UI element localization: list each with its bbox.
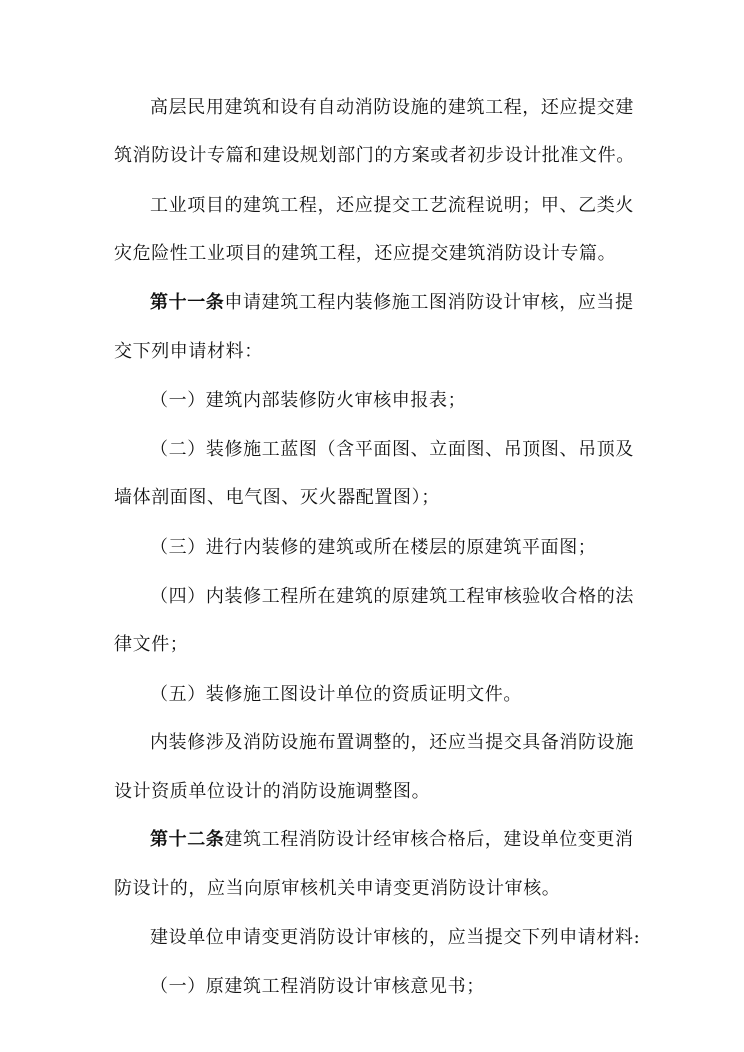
paragraph-line: 工业项目的建筑工程，还应提交工艺流程说明；甲、乙类火 [150, 195, 634, 216]
list-item: （四）内装修工程所在建筑的原建筑工程审核验收合格的法 [150, 586, 634, 607]
paragraph-line: 防设计的，应当向原审核机关申请变更消防设计审核。 [114, 878, 561, 899]
list-item: （一）建筑内部装修防火审核申报表； [150, 390, 467, 411]
paragraph-line: 高层民用建筑和设有自动消防设施的建筑工程，还应提交建 [150, 97, 634, 118]
article-12-heading-line [150, 828, 634, 852]
list-item: （三）进行内装修的建筑或所在楼层的原建筑平面图； [150, 537, 597, 558]
paragraph-line: 律文件； [114, 634, 189, 655]
article-label: 第十二条 [150, 829, 225, 850]
article-text: 申请建筑工程内装修施工图消防设计审核，应当提 [224, 292, 634, 313]
list-item: （二）装修施工蓝图（含平面图、立面图、吊顶图、吊顶及 [150, 439, 634, 460]
paragraph-line: 墙体剖面图、电气图、灭火器配置图）； [114, 487, 440, 508]
article-11-heading-line [150, 291, 634, 315]
list-item: （五）装修施工图设计单位的资质证明文件。 [150, 684, 522, 705]
paragraph-line: 设计资质单位设计的消防设施调整图。 [114, 781, 431, 802]
paragraph-line: 交下列申请材料： [114, 341, 263, 362]
paragraph-line: 灾危险性工业项目的建筑工程，还应提交建筑消防设计专篇。 [114, 243, 617, 264]
paragraph-line: 建设单位申请变更消防设计审核的，应当提交下列申请材料: [150, 927, 641, 948]
article-label: 第十一条 [150, 292, 225, 313]
paragraph-line: 内装修涉及消防设施布置调整的，还应当提交具备消防设施 [150, 732, 634, 753]
paragraph-line: 筑消防设计专篇和建设规划部门的方案或者初步设计批准文件。 [114, 145, 635, 166]
article-text: 建筑工程消防设计经审核合格后，建设单位变更消 [224, 829, 634, 850]
list-item: （一）原建筑工程消防设计审核意见书； [150, 976, 485, 997]
